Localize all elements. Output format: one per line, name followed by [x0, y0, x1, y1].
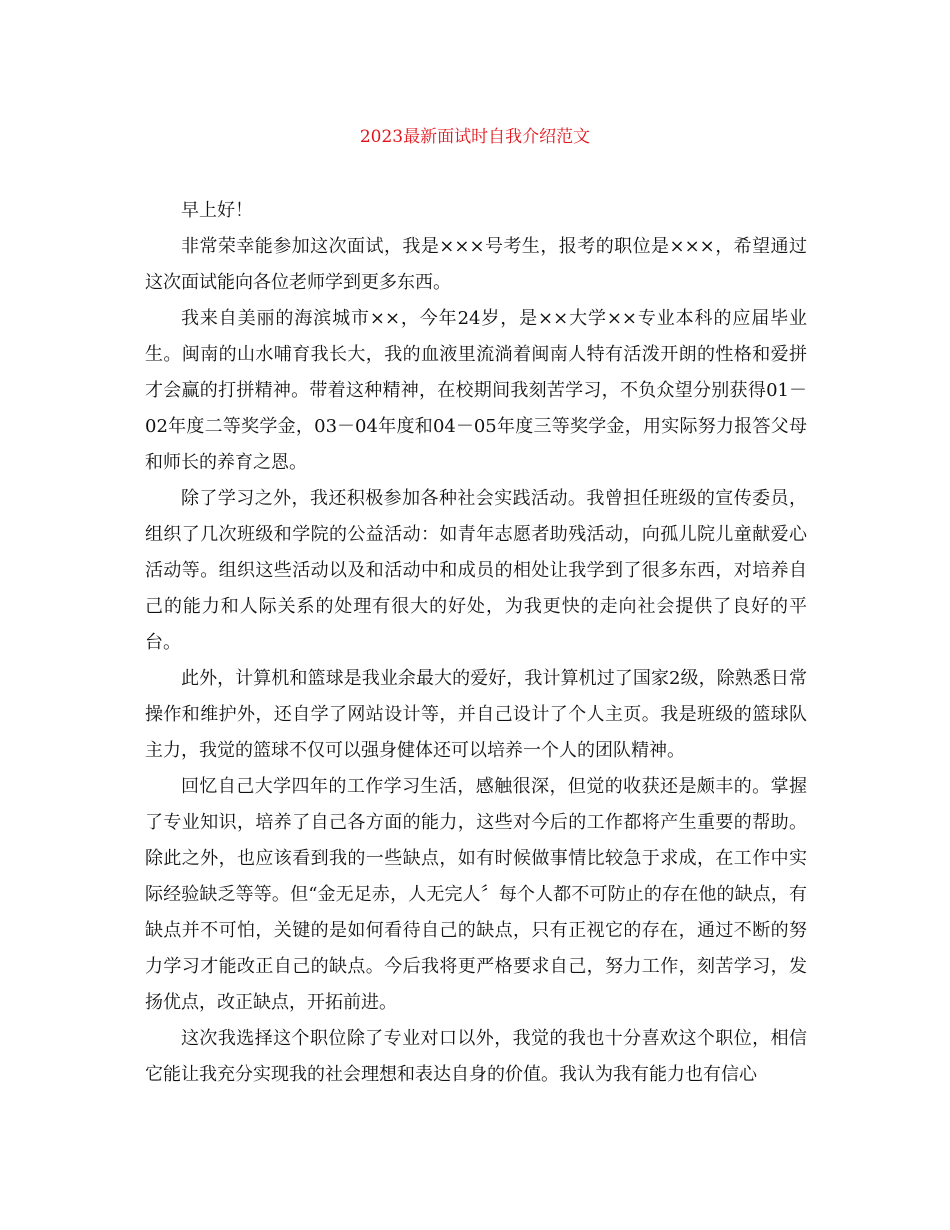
paragraph-hobbies: 此外，计算机和篮球是我业余最大的爱好，我计算机过了国家2级，除熟悉日常操作和维护外，还自学了网站设计等，并自己设计了个人主页。我是班级的篮球队主力，我觉的篮球不仅可以强身健体还可以培养一个人的团队精神。	[145, 668, 807, 761]
paragraph-reflection: 回忆自己大学四年的工作学习生活，感触很深，但觉的收获还是颇丰的。掌握了专业知识，培养了自己各方面的能力，这些对今后的工作都将产生重要的帮助。除此之外，也应该看到我的一些缺点，如有时候做事情比较急于求成，在工作中实际经验缺乏等等。但“金无足赤，人无完人〞每个人都不可防止的存在他的缺点，有缺点并不可怕，关键的是如何看待自己的缺点，只有正视它的存在，通过不断的努力学习才能改正自己的缺点。今后我将更严格要求自己，努力工作，刻苦学习，发扬优点，改正缺点，开拓前进。	[145, 776, 807, 1013]
paragraph-activities: 除了学习之外，我还积极参加各种社会实践活动。我曾担任班级的宣传委员，组织了几次班级和学院的公益活动：如青年志愿者助残活动，向孤儿院儿童献爱心活动等。组织这些活动以及和活动中和成员的相处让我学到了很多东西，对培养自己的能力和人际关系的处理有很大的好处，为我更快的走向社会提供了良好的平台。	[145, 488, 807, 653]
paragraph-background: 我来自美丽的海滨城市××，今年24岁，是××大学××专业本科的应届毕业生。闽南的山水哺育我长大，我的血液里流淌着闽南人特有活泼开朗的性格和爱拼才会赢的打拼精神。带着这种精神，在校期间我刻苦学习，不负众望分别获得01－02年度二等奖学金，03－04年度和04－05年度三等奖学金，用实际努力报答父母和师长的养育之恩。	[145, 308, 807, 473]
paragraph-motivation: 这次我选择这个职位除了专业对口以外，我觉的我也十分喜欢这个职位，相信它能让我充分实现我的社会理想和表达自身的价值。我认为我有能力也有信心	[145, 1028, 807, 1085]
document-body	[145, 193, 807, 1093]
paragraph-greeting: 早上好！	[181, 200, 253, 221]
paragraph-intro: 非常荣幸能参加这次面试，我是×××号考生，报考的职位是×××，希望通过这次面试能向各位老师学到更多东西。	[145, 236, 807, 293]
document-title: 2023最新面试时自我介绍范文	[359, 127, 591, 147]
